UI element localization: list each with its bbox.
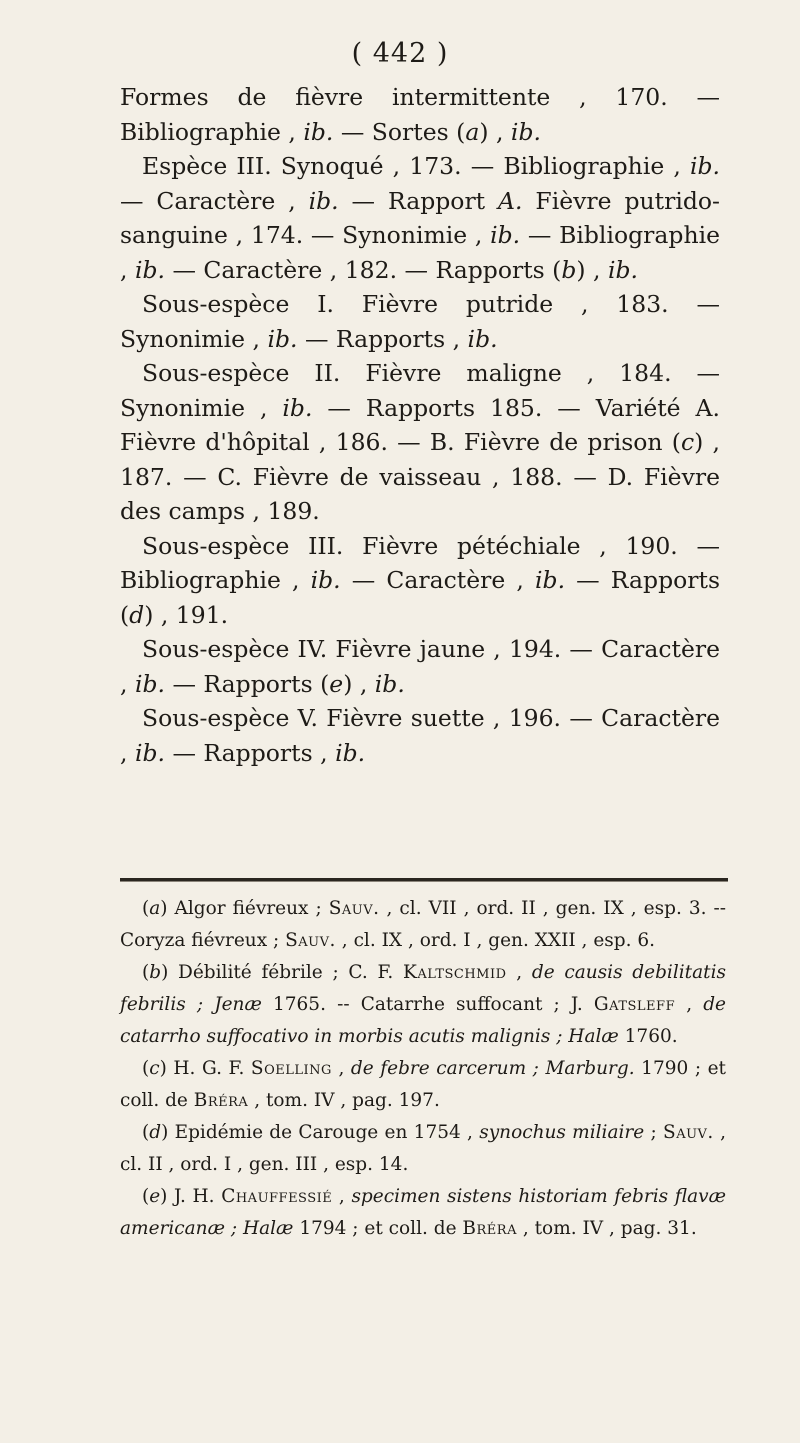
italic-text: synochus miliaire bbox=[479, 1122, 645, 1143]
italic-text: b bbox=[561, 255, 577, 284]
text-run: — Bibliographie , bbox=[120, 221, 720, 284]
text-run: , bbox=[332, 1186, 352, 1207]
text-run: ; bbox=[644, 1122, 664, 1143]
italic-text: a bbox=[465, 117, 480, 146]
text-run: ( bbox=[142, 898, 150, 919]
text-run: ( bbox=[142, 1186, 150, 1207]
text-run: , cl. II , ord. I , gen. III , esp. 14. bbox=[120, 1122, 726, 1175]
text-run: — Rapports , bbox=[297, 324, 468, 353]
text-run: 1765. -- Catarrhe suffocant ; J. bbox=[261, 994, 594, 1015]
index-entry bbox=[120, 701, 720, 770]
text-run: — Sortes ( bbox=[333, 117, 466, 146]
text-run: Sous-espèce II. Fièvre maligne , 184. — Synonimie , bbox=[120, 359, 720, 422]
text-run: — Rapports 185. — Variété A. Fièvre d'hôpital , 186. — B. Fièvre de prison ( bbox=[120, 393, 720, 456]
text-run: , cl. VII , ord. II , gen. IX , esp. 3. -- Coryza fiévreux ; bbox=[120, 898, 726, 951]
index-entry bbox=[120, 80, 720, 149]
author-name: Bréra bbox=[193, 1090, 249, 1111]
text-run: — Caractère , bbox=[340, 566, 536, 594]
italic-text: ib. bbox=[267, 324, 298, 353]
italic-text: ib. bbox=[335, 738, 366, 767]
text-run: ) Débilité fébrile ; C. F. bbox=[161, 962, 404, 983]
italic-text: e bbox=[329, 669, 344, 698]
author-name: Sauv. bbox=[285, 930, 336, 951]
text-run: , bbox=[675, 994, 704, 1015]
text-run: , bbox=[331, 1058, 351, 1079]
text-run: , bbox=[506, 962, 532, 983]
text-run: ) , bbox=[576, 255, 608, 284]
main-text bbox=[120, 80, 720, 770]
italic-text: specimen sistens historiam febris flavæ americanæ ; Halæ bbox=[120, 1186, 726, 1239]
italic-text: ib. bbox=[310, 566, 341, 594]
footnote bbox=[120, 1117, 726, 1181]
text-run: Sous-espèce I. Fièvre putride , 183. — Synonimie , bbox=[120, 290, 720, 353]
footnotes bbox=[120, 893, 726, 1245]
footnote bbox=[120, 957, 726, 1053]
text-run: Sous-espèce V. Fièvre suette , 196. — Caractère , bbox=[120, 704, 720, 767]
italic-text: ib. bbox=[689, 152, 720, 180]
author-name: Sauv. bbox=[663, 1122, 714, 1143]
index-entry bbox=[120, 356, 720, 529]
text-run: , tom. IV , pag. 197. bbox=[248, 1090, 440, 1111]
text-run: ) , 187. — C. Fièvre de vaisseau , 188. — D. Fièvre des camps , 189. bbox=[120, 428, 721, 525]
footnote bbox=[120, 893, 726, 957]
index-entry bbox=[120, 287, 720, 356]
italic-text: A. bbox=[498, 186, 523, 215]
author-name: Chauffessié bbox=[221, 1186, 333, 1207]
footnote bbox=[120, 1053, 726, 1117]
italic-text: d bbox=[149, 1122, 162, 1143]
page-number: ( 442 ) bbox=[351, 38, 449, 69]
italic-text: ib. bbox=[134, 669, 165, 698]
author-name: Bréra bbox=[462, 1218, 517, 1239]
italic-text: ib. bbox=[490, 221, 521, 249]
italic-text: de causis debilitatis febrilis ; Jenæ bbox=[120, 962, 726, 1015]
author-name: Sauv. bbox=[328, 898, 380, 919]
text-run: ) H. G. F. bbox=[159, 1058, 251, 1079]
italic-text: ib. bbox=[303, 117, 334, 146]
text-run: 1760. bbox=[618, 1026, 678, 1047]
italic-text: ib. bbox=[134, 255, 165, 284]
text-run: — Rapports ( bbox=[164, 669, 330, 698]
footnote-separator bbox=[120, 878, 728, 882]
text-run: , cl. IX , ord. I , gen. XXII , esp. 6. bbox=[335, 930, 656, 951]
text-run: ( bbox=[142, 1058, 150, 1079]
text-run: ) , bbox=[479, 117, 511, 146]
text-run: Formes de fièvre intermittente , 170. — Bibliographie , bbox=[120, 83, 720, 146]
text-run: ) Algor fiévreux ; bbox=[160, 898, 329, 919]
index-entry bbox=[120, 632, 720, 701]
text-run: ) J. H. bbox=[160, 1186, 222, 1207]
author-name: Gatsleff bbox=[593, 994, 676, 1015]
italic-text: a bbox=[149, 898, 161, 919]
italic-text: c bbox=[149, 1058, 160, 1079]
italic-text: de catarrho suffocativo in morbis acutis malignis ; Halæ bbox=[120, 994, 727, 1047]
text-run: ) Epidémie de Carouge en 1754 , bbox=[161, 1122, 480, 1143]
italic-text: ib. bbox=[374, 669, 405, 698]
italic-text: ib. bbox=[607, 255, 638, 284]
text-run: ( bbox=[142, 962, 150, 983]
author-name: Soelling bbox=[250, 1058, 332, 1079]
text-run: — Rapports , bbox=[164, 738, 336, 767]
index-entry bbox=[120, 149, 720, 287]
italic-text: ib. bbox=[535, 566, 566, 594]
italic-text: c bbox=[680, 428, 695, 456]
text-run: Fièvre putrido-sanguine , 174. — Synonimie , bbox=[120, 186, 720, 249]
italic-text: ib. bbox=[467, 324, 498, 353]
text-run: Sous-espèce IV. Fièvre jaune , 194. — Caractère , bbox=[120, 635, 720, 698]
italic-text: e bbox=[149, 1186, 161, 1207]
text-run: Espèce III. Synoqué , 173. — Bibliographie , bbox=[142, 152, 690, 180]
text-run: 1794 ; et coll. de bbox=[293, 1218, 463, 1239]
italic-text: ib. bbox=[134, 738, 165, 767]
text-run: ( bbox=[142, 1122, 150, 1143]
text-run: Sous-espèce III. Fièvre pétéchiale , 190. — Bibliographie , bbox=[120, 531, 720, 594]
footnote bbox=[120, 1181, 726, 1245]
text-run: — Rapport bbox=[338, 186, 499, 215]
text-run: , tom. IV , pag. 31. bbox=[516, 1218, 697, 1239]
italic-text: d bbox=[129, 600, 145, 629]
italic-text: ib. bbox=[308, 186, 339, 215]
italic-text: ib. bbox=[510, 117, 541, 146]
text-run: ) , 191. bbox=[144, 600, 229, 629]
author-name: Kaltschmid bbox=[403, 962, 507, 983]
italic-text: ib. bbox=[282, 393, 313, 422]
text-run: — Rapports ( bbox=[120, 566, 721, 629]
text-run: — Caractère , bbox=[120, 186, 309, 215]
italic-text: b bbox=[149, 962, 162, 983]
text-run: ) , bbox=[343, 669, 375, 698]
index-entry bbox=[120, 529, 720, 633]
text-run: — Caractère , 182. — Rapports ( bbox=[164, 255, 562, 284]
italic-text: de febre carcerum ; Marburg. bbox=[350, 1058, 635, 1079]
text-run: 1790 ; et coll. de bbox=[120, 1058, 726, 1111]
